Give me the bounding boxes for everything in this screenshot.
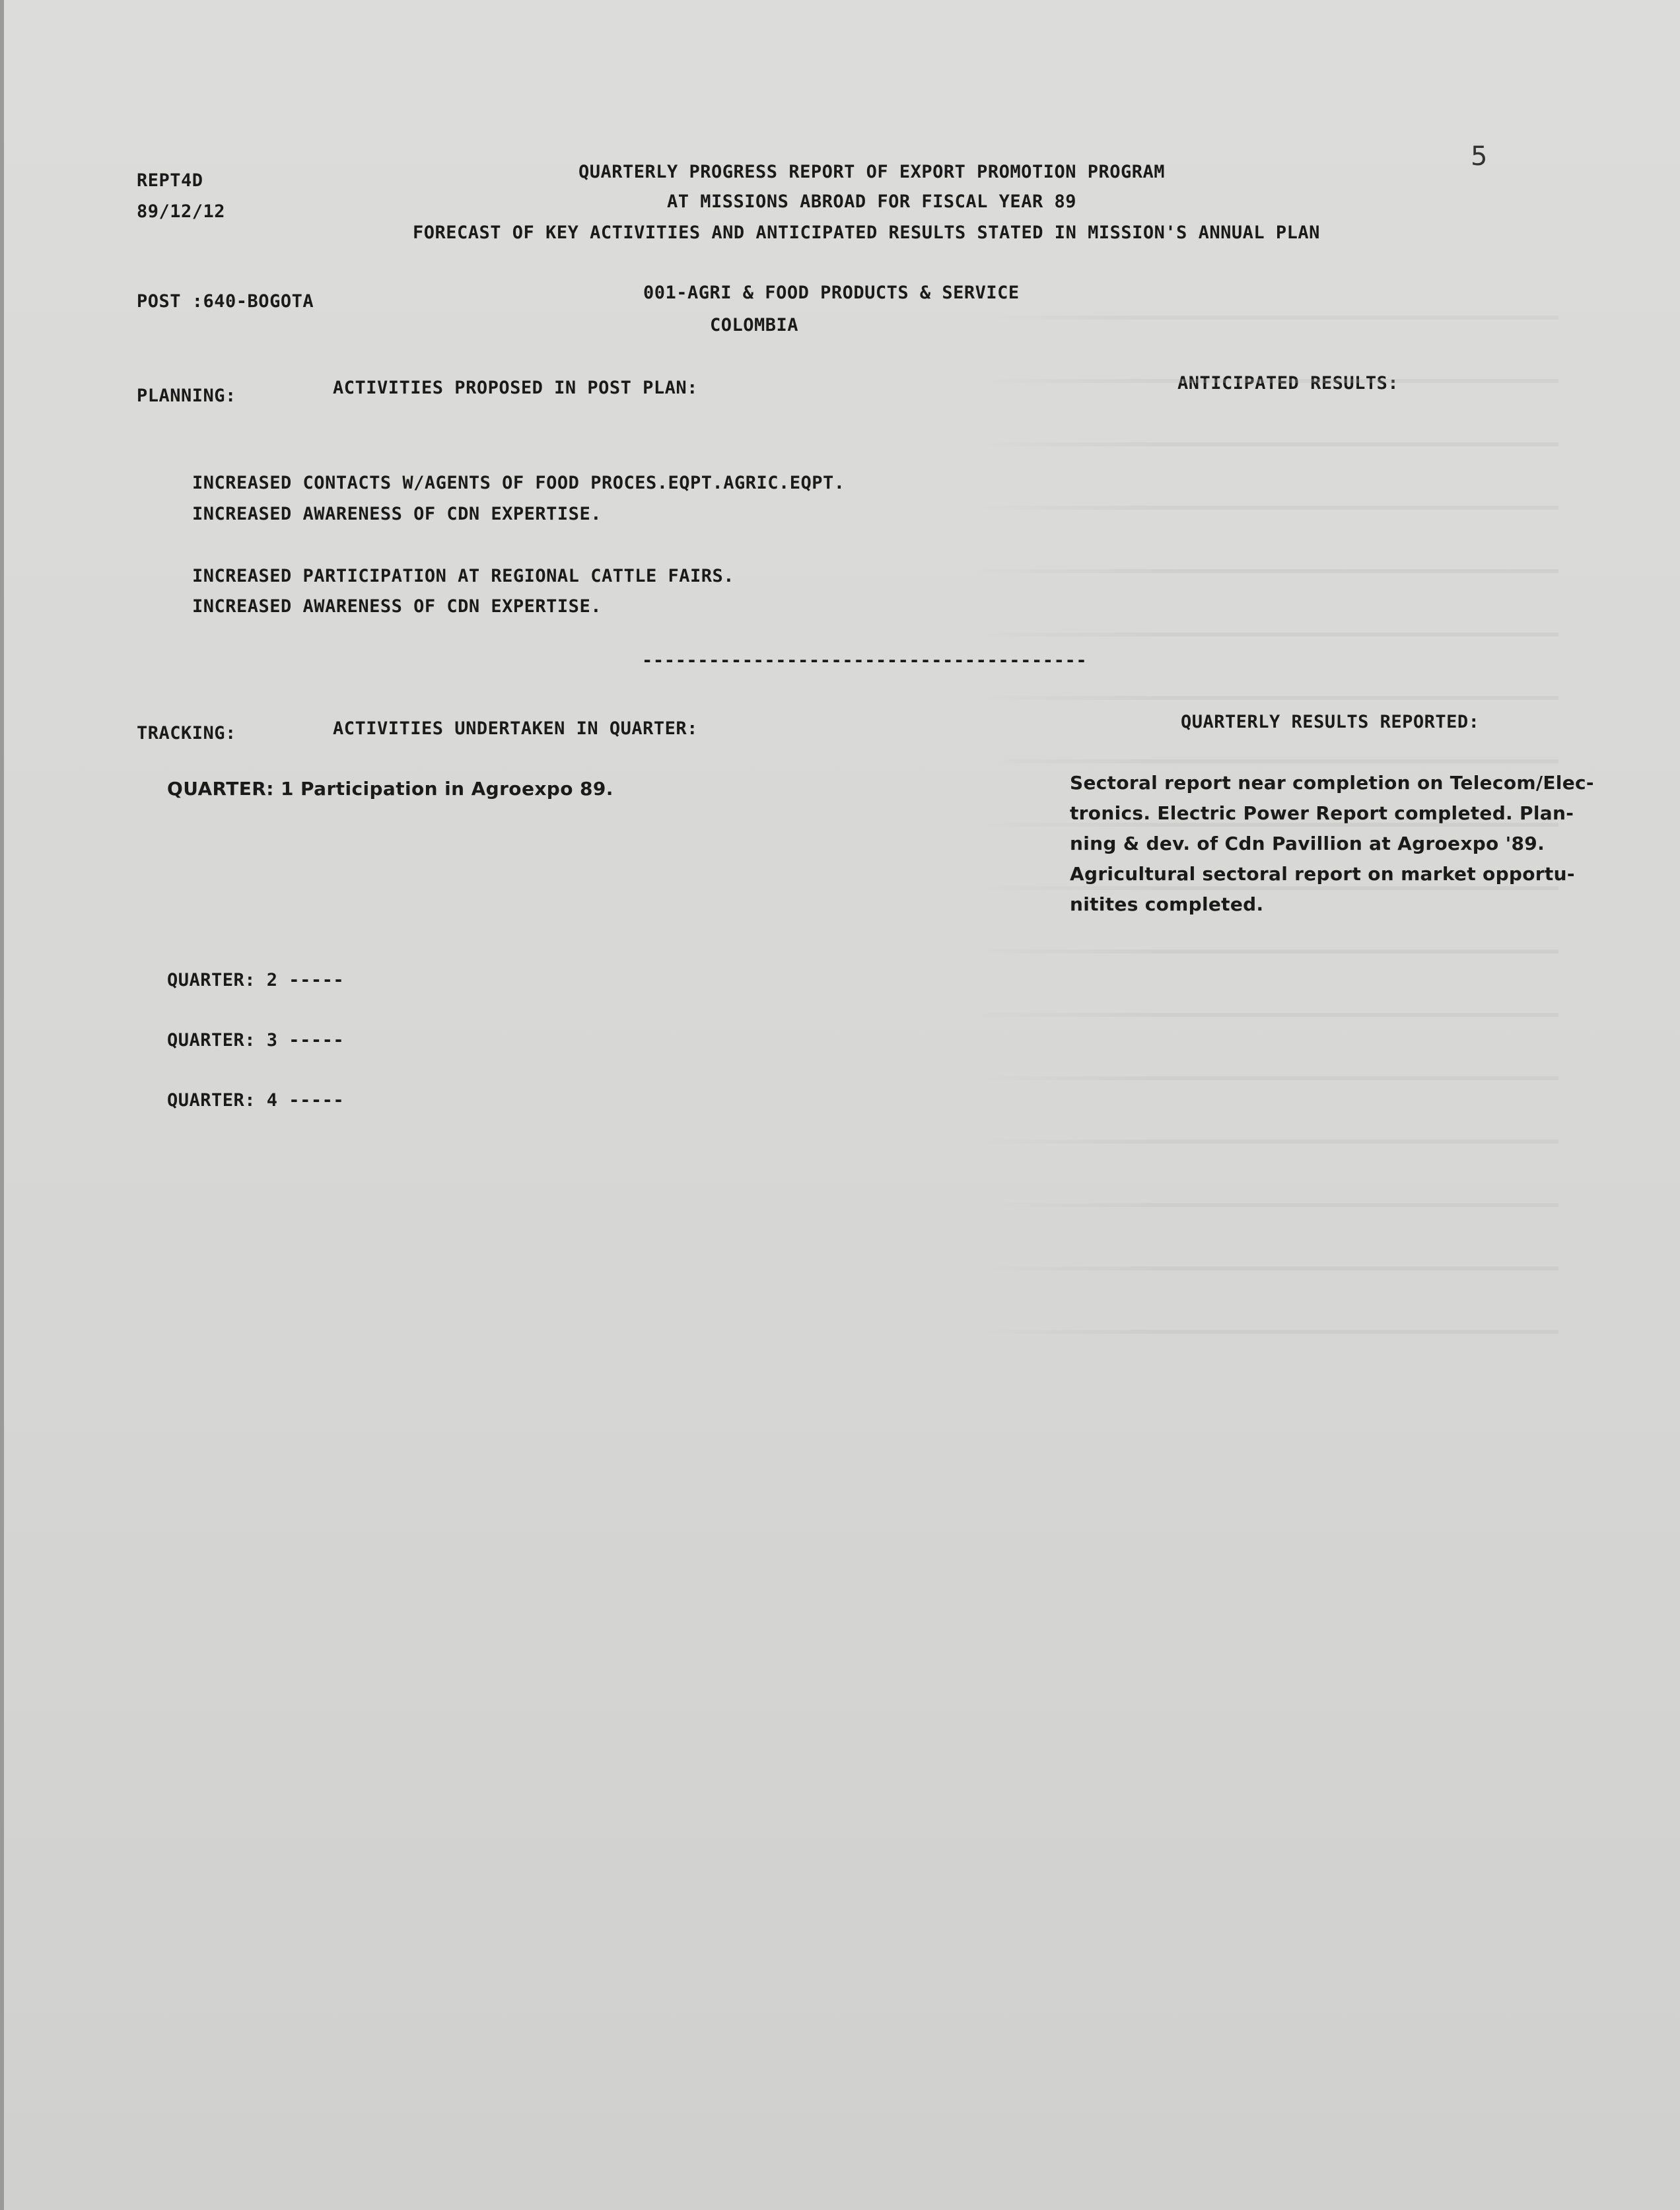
planning-item: INCREASED AWARENESS OF CDN EXPERTISE.: [192, 596, 602, 617]
tracking-label: TRACKING:: [137, 723, 236, 743]
result-line: Agricultural sectoral report on market opportu-: [1070, 863, 1575, 885]
sector-label: 001-AGRI & FOOD PRODUCTS & SERVICE: [643, 283, 1020, 303]
quarter-1-activity: QUARTER: 1 Participation in Agroexpo 89.: [167, 778, 613, 800]
report-code: REPT4D: [137, 170, 203, 191]
page-edge: [0, 0, 4, 2210]
result-line: nitites completed.: [1070, 893, 1264, 915]
result-line: tronics. Electric Power Report completed. Plan-: [1070, 802, 1574, 824]
country-label: COLOMBIA: [710, 315, 799, 335]
report-title-line2: AT MISSIONS ABROAD FOR FISCAL YEAR 89: [667, 191, 1076, 212]
report-title-line1: QUARTERLY PROGRESS REPORT OF EXPORT PROMOTION PROGRAM: [578, 162, 1166, 182]
quarter-4-activity: QUARTER: 4 -----: [167, 1090, 345, 1111]
quarter-3-activity: QUARTER: 3 -----: [167, 1030, 345, 1051]
bleed-through-texture: [977, 291, 1558, 1347]
report-date: 89/12/12: [137, 201, 226, 222]
section-divider: ----------------------------------------: [642, 650, 1088, 671]
result-line: Sectoral report near completion on Telecom/Elec-: [1070, 772, 1594, 794]
planning-item: INCREASED PARTICIPATION AT REGIONAL CATTLE FAIRS.: [192, 566, 735, 586]
anticipated-results-header: ANTICIPATED RESULTS:: [1177, 373, 1399, 394]
post-label: POST :640-BOGOTA: [137, 291, 314, 312]
quarter-2-activity: QUARTER: 2 -----: [167, 970, 345, 990]
planning-label: PLANNING:: [137, 386, 236, 406]
planning-activities-header: ACTIVITIES PROPOSED IN POST PLAN:: [333, 378, 698, 398]
result-line: ning & dev. of Cdn Pavillion at Agroexpo '89.: [1070, 833, 1545, 854]
report-title-line3: FORECAST OF KEY ACTIVITIES AND ANTICIPATED RESULTS STATED IN MISSION'S ANNUAL PLAN: [413, 223, 1320, 243]
page-number: 5: [1471, 141, 1488, 172]
tracking-activities-header: ACTIVITIES UNDERTAKEN IN QUARTER:: [333, 718, 698, 739]
planning-item: INCREASED AWARENESS OF CDN EXPERTISE.: [192, 504, 602, 524]
quarterly-results-header: QUARTERLY RESULTS REPORTED:: [1181, 712, 1480, 732]
planning-item: INCREASED CONTACTS W/AGENTS OF FOOD PROCES.EQPT.AGRIC.EQPT.: [192, 473, 845, 493]
